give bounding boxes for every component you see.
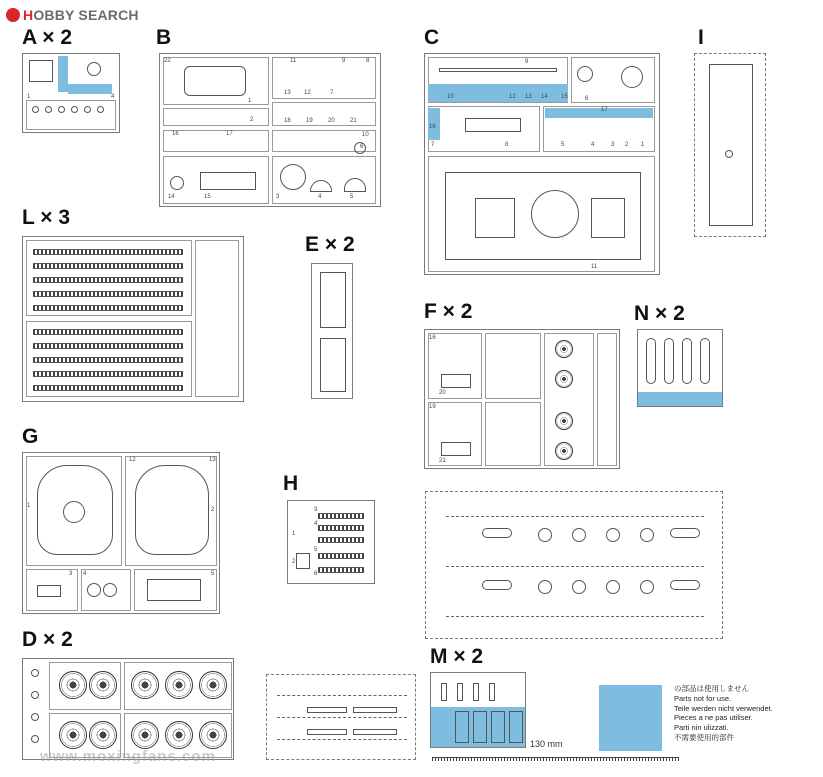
part (103, 583, 117, 597)
part (577, 66, 593, 82)
unused-part-highlight (545, 108, 653, 118)
sprue-runner (277, 739, 407, 740)
legend-line-it: Parti nin ulizzati. (674, 723, 729, 733)
part-number: 2 (292, 559, 296, 565)
part-number: 13 (284, 90, 291, 96)
part-hull-plate (184, 66, 246, 96)
sprue-runner (277, 717, 407, 718)
logo-text-h: H (23, 7, 34, 23)
legend-line-de: Teile werden nicht verwendet. (674, 703, 773, 713)
sprue-cell (597, 333, 617, 466)
part-number: 5 (211, 571, 215, 577)
part (320, 272, 346, 328)
part-number: 4 (83, 571, 87, 577)
label-sprue-f: F × 2 (424, 300, 473, 323)
sprue-c (424, 53, 660, 275)
logo-mark-icon (6, 8, 20, 22)
part (531, 190, 579, 238)
part (307, 707, 347, 713)
part-road-wheel (165, 671, 193, 699)
track-links (33, 249, 183, 255)
label-sprue-b: B (156, 26, 172, 49)
part (465, 118, 521, 132)
part-turret-top (135, 465, 209, 555)
part-number: 8 (505, 142, 509, 148)
part-figure-head (640, 580, 654, 594)
part-road-wheel (165, 721, 193, 749)
part (473, 711, 487, 743)
part (296, 553, 310, 569)
part (280, 164, 306, 190)
part-number: 20 (439, 390, 446, 396)
legend-line-fr: Pieces a ne pas utiliser. (674, 713, 753, 723)
track-links (33, 385, 183, 391)
logo-text-search: SEARCH (78, 7, 139, 23)
sprue-runner (277, 695, 407, 696)
part (32, 106, 39, 113)
part-road-wheel (131, 671, 159, 699)
label-sprue-c: C (424, 26, 440, 49)
part-number: 4 (111, 94, 115, 100)
part-number: 3 (276, 194, 280, 200)
part-rod (318, 525, 364, 531)
logo-text-obby: OBBY (33, 7, 79, 23)
part-number: 14 (541, 94, 548, 100)
part-wheel (555, 412, 573, 430)
sprue-cell (195, 240, 239, 397)
hobby-search-logo (6, 6, 139, 24)
part-number: 17 (601, 107, 608, 113)
part (45, 106, 52, 113)
part-number: 11 (591, 264, 598, 270)
part (509, 711, 523, 743)
part-road-wheel (89, 721, 117, 749)
part-number: 5 (314, 547, 318, 553)
unused-part-highlight (58, 56, 68, 92)
part (37, 585, 61, 597)
part-figure-head (572, 580, 586, 594)
label-sprue-l: L × 3 (22, 206, 71, 229)
part (353, 729, 397, 735)
sprue-runner (446, 516, 704, 517)
part-number: 20 (328, 118, 335, 124)
part-number: 10 (362, 132, 369, 138)
part (307, 729, 347, 735)
track-links (33, 291, 183, 297)
unused-part-highlight (638, 392, 722, 406)
part-number: 22 (164, 58, 171, 64)
label-sprue-d: D × 2 (22, 628, 73, 651)
part (200, 172, 256, 190)
part (682, 338, 692, 384)
part (29, 60, 53, 82)
part (87, 62, 101, 76)
part (591, 198, 625, 238)
sprue-accessories (266, 674, 416, 760)
part-road-wheel (59, 671, 87, 699)
legend-line-ja: の部品は使用しません (674, 684, 749, 693)
track-links (33, 329, 183, 335)
part (441, 442, 471, 456)
part-rod (318, 513, 364, 519)
part-number: 6 (314, 571, 318, 577)
sprue-i (694, 53, 766, 237)
part-number: 21 (439, 458, 446, 464)
part (353, 707, 397, 713)
part-number: 1 (27, 94, 31, 100)
sprue-runner (446, 616, 704, 617)
sprue-b (159, 53, 381, 207)
scale-bar (432, 757, 679, 761)
sprue-e (311, 263, 353, 399)
label-sprue-e: E × 2 (305, 233, 355, 256)
part-wheel (555, 340, 573, 358)
sprue-l (22, 236, 244, 402)
sprue-d (22, 658, 234, 760)
part-number: 11 (290, 58, 297, 64)
part-road-wheel (59, 721, 87, 749)
part-road-wheel (131, 721, 159, 749)
part-number: 5 (561, 142, 565, 148)
part-figure-head (606, 580, 620, 594)
part (147, 579, 201, 601)
part-track-plate (709, 64, 753, 226)
label-sprue-h: H (283, 472, 299, 495)
part-number: 13 (525, 94, 532, 100)
part (646, 338, 656, 384)
part-number: 16 (429, 335, 436, 341)
part-number: 13 (209, 457, 216, 463)
part-road-wheel (199, 671, 227, 699)
sprue-cell (485, 333, 541, 399)
part (63, 501, 85, 523)
part-figure-limb (482, 580, 512, 590)
part-number: 3 (69, 571, 73, 577)
label-sprue-n: N × 2 (634, 302, 685, 325)
part-number: 4 (318, 194, 322, 200)
part-number: 12 (509, 94, 516, 100)
legend-line-zh: 不需要使用的部件 (674, 732, 734, 742)
part-number: 17 (226, 131, 233, 137)
part (320, 338, 346, 392)
part-number: 1 (248, 98, 252, 104)
part-figure-head (640, 528, 654, 542)
part-number: 8 (366, 58, 370, 64)
part-figure-head (538, 580, 552, 594)
part-number: 3 (314, 507, 318, 513)
part-number: 9 (342, 58, 346, 64)
track-links (33, 343, 183, 349)
part (31, 691, 39, 699)
sprue-runner (446, 566, 704, 567)
part-number: 10 (447, 94, 454, 100)
part-number: 14 (168, 194, 175, 200)
part (31, 735, 39, 743)
label-sprue-a: A × 2 (22, 26, 72, 49)
part-number: 18 (284, 118, 291, 124)
part-number: 1 (292, 531, 296, 537)
track-links (33, 277, 183, 283)
part-number: 2 (250, 117, 254, 123)
sprue-n (637, 329, 723, 407)
sprue-f (424, 329, 620, 469)
part-wheel (555, 442, 573, 460)
part-number: 1 (641, 142, 645, 148)
sprue-h (287, 500, 375, 584)
part-figure-head (606, 528, 620, 542)
part (489, 683, 495, 701)
part-road-wheel (89, 671, 117, 699)
track-links (33, 263, 183, 269)
part-rod (318, 567, 364, 573)
part-figure-limb (670, 528, 700, 538)
part (31, 713, 39, 721)
part-number: 4 (591, 142, 595, 148)
part (71, 106, 78, 113)
sprue-cell (485, 402, 541, 466)
part (441, 374, 471, 388)
part-number: 19 (429, 404, 436, 410)
part (170, 176, 184, 190)
part-number: 3 (611, 142, 615, 148)
part (475, 198, 515, 238)
part (455, 711, 469, 743)
part-rod (318, 553, 364, 559)
label-sprue-g: G (22, 425, 39, 448)
part (621, 66, 643, 88)
sprue-frame (26, 100, 116, 130)
track-links (33, 305, 183, 311)
part-number: 15 (561, 94, 568, 100)
part-wheel (555, 370, 573, 388)
part-number: 6 (585, 96, 589, 102)
part (473, 683, 479, 701)
sprue-m (430, 672, 526, 748)
watermark: www.moxingfans.com (40, 748, 216, 765)
part (58, 106, 65, 113)
part (725, 150, 733, 158)
part-number: 12 (129, 457, 136, 463)
sprue-cell (428, 402, 482, 466)
part-number: 15 (204, 194, 211, 200)
part-number: 21 (350, 118, 357, 124)
track-links (33, 357, 183, 363)
part-number: 2 (211, 507, 215, 513)
part-number: 12 (304, 90, 311, 96)
part (84, 106, 91, 113)
part (31, 669, 39, 677)
unused-part-highlight (68, 84, 112, 94)
sprue-figures (425, 491, 723, 639)
part-rod (318, 537, 364, 543)
part-number: 9 (525, 59, 529, 65)
part (700, 338, 710, 384)
part-figure-head (572, 528, 586, 542)
label-sprue-i: I (698, 26, 704, 49)
part-road-wheel (199, 721, 227, 749)
part-number: 1 (27, 503, 31, 509)
track-links (33, 371, 183, 377)
part (491, 711, 505, 743)
unused-parts-legend-swatch (599, 685, 662, 751)
part-number: 6 (360, 144, 364, 150)
label-sprue-m: M × 2 (430, 645, 484, 668)
part-figure-head (538, 528, 552, 542)
part-figure-limb (670, 580, 700, 590)
part-number: 7 (330, 90, 334, 96)
part-number: 16 (172, 131, 179, 137)
part (87, 583, 101, 597)
scale-label: 130 mm (530, 739, 563, 749)
legend-line-en: Parts not for use. (674, 693, 732, 703)
unused-parts-legend (674, 684, 773, 743)
sprue-a (22, 53, 120, 133)
part (439, 68, 557, 72)
part-number: 19 (306, 118, 313, 124)
part (97, 106, 104, 113)
part-number: 5 (350, 194, 354, 200)
part (457, 683, 463, 701)
part-number: 7 (431, 142, 435, 148)
sprue-g (22, 452, 220, 614)
sprue-cell (428, 333, 482, 399)
part-number: 16 (429, 124, 436, 130)
part-figure-limb (482, 528, 512, 538)
part-number: 2 (625, 142, 629, 148)
part-number: 4 (314, 521, 318, 527)
part (441, 683, 447, 701)
part (664, 338, 674, 384)
